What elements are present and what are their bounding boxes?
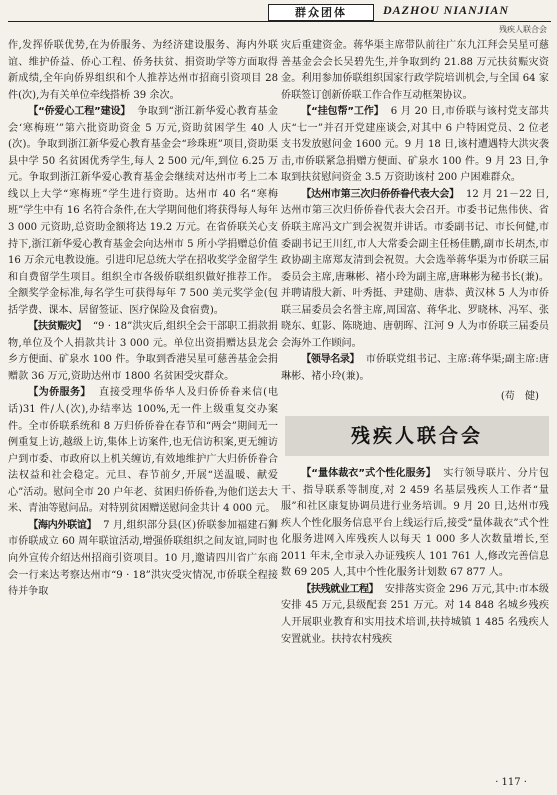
paragraph — [8, 385, 278, 517]
page-number: · 117 · — [495, 777, 527, 788]
entry-body: 直接受理华侨华人及归侨侨眷来信(电话)31 件/人(次),办结率达 100%,无一件上级重复交办案件。全市侨联系统和 8 万归侨侨眷在春节和“两会”期间无一例重复上访,越级上访,集体上访案件,也无信访积案,更无缠访户到市委、市政府以上机关缠访,有效地维护广大归侨侨眷合法权益和社会稳定。元旦、春节前夕,开展“送温暖、献爱心”活动。慰问全市 20 户年老、贫困归侨侨眷,为他们送去大米、青油等慰问品。对特别贫困赠送慰问金共计 4 000 元。 — [8, 387, 278, 515]
page-header — [0, 0, 557, 34]
entry-body: 12 月 21－22 日,达州市第三次归侨侨眷代表大会召开。市委书记焦伟侠、省侨联主席冯文广到会祝贺并讲话。市委副书记、市长何健,市委副书记王川红,市人大常委会副主任杨佳鹏,副市长胡杰,市政协副主席郑友清到会祝贺。大会选举蒋华渠为市侨联三届委员会主席,唐琳彬、褚小玲为副主席,唐琳彬为秘书长(兼)。并聘请殷大新、叶秀挺、尹建勋、唐恭、黄汉林 5 人为市侨联三届委员会名誉主席,周国富、蒋华北、罗晓林、冯军、张晓东、虹影、陈晓迪、唐朝晖、江河 9 人为市侨联三届委员会海外工作顾问。 — [281, 188, 549, 349]
entry-heading: 【海内外联谊】 — [28, 519, 97, 531]
entry-heading: 【“侨爱心工程”建设】 — [28, 106, 131, 118]
entry-heading: 【“挂包帮”工作】 — [301, 106, 384, 118]
entry-heading: 【为侨服务】 — [28, 387, 91, 399]
entry-body: 争取到“浙江新华爱心教育基金会‘寒梅班’”第六批资助资金 5 万元,资助贫困学生 40 人(次)。争取到浙江新华爱心教育基金会“珍珠班”项目,资助渠县中学 50 名贫困优秀学生,每人 2 500 元/年,到位 6.25 万元。争取到浙江新华爱心教育基金会继续对达州市考上二本线以上大学“寒梅班”学生进行资助。达州市 40 名“寒梅班”学生中有 16 名符合条件,在大学期间他们将获得每人每年 3 000 元资助,总资助金额将达 19.2 万元。在省侨联关心支持下,浙江新华爱心教育基金会向达州市 5 所小学捐赠总价值 16 万余元电教设施。引进印尼总统大学在招收奖学金留学生和自费留学生项目。组织全市各级侨联组织做好推荐工作。全额奖学金标准,每名学生可获得每年 7 500 美元奖学金(包括学费、课本、居留签证、医疗保险及食宿费)。 — [8, 106, 278, 316]
entry-body: 实行领导联片、分片包干、指导联系等制度,对 2 459 名基层残疾人工作者“量服”和社区康复协调员进行业务培训。9 月 20 日,达州市残疾人个性化服务信息平台上线运行后,接受“量体裁衣”式个性化服务进网入库残疾人以每天 1 000 多人次数量增长,至 2011 年末,全市录入办证残疾人 101 761 人,修改完善信息数 69 205 人,其中个性化服务计划数 67 877 人。 — [281, 468, 549, 579]
entry-body: 7 月,组织部分县(区)侨联参加福建石狮市侨联成立 60 周年联谊活动,增强侨联组织之间友谊,同时也向外宣传介绍达州招商引资项目。10 月,邀请四川省广东商会一行来达考察达州市“9 · 18”洪灾受灾情况,市侨联全程接待并争取 — [8, 519, 278, 598]
paragraph — [281, 104, 549, 187]
paragraph — [8, 104, 278, 319]
paragraph — [281, 187, 549, 352]
entry-body: 市侨联党组书记、主席:蒋华渠;副主席:唐琳彬、褚小玲(兼)。 — [281, 354, 549, 382]
section-banner: 残疾人联合会 — [285, 416, 549, 456]
paragraph — [281, 466, 549, 582]
entry-heading: 【达州市第三次归侨侨眷代表大会】 — [301, 188, 460, 200]
paragraph: 作,发挥侨联优势,在为侨服务、为经济建设服务、海内外联谊、维护侨益、侨心工程、侨务扶贫、捐资助学等方面取得新成绩,全年向侨界组织和个人推荐达州市招商引资项目 28 件(次),为有关单位牵线搭桥 39 余次。 — [8, 40, 278, 101]
running-subheading: 残疾人联合会 — [499, 25, 547, 34]
entry-heading: 【扶残就业工程】 — [301, 583, 379, 595]
entry-body: “9 · 18”洪灾后,组织全会干部职工捐款捐物,单位及个人捐款共计 3 000 元。单位出资捐赠达县龙会乡方便面、矿泉水 100 件。争取到香港吴星可慈善基金会捐赠款 36 万元,资助达州市 1800 名贫困受灾群众。 — [8, 321, 278, 382]
paragraph — [281, 352, 549, 385]
paragraph — [281, 582, 549, 648]
author-signature: (苟 健) — [500, 391, 539, 403]
paragraph: 灾后重建资金。蒋华渠主席带队前往广东九江拜会吴星可慈善基金会会长吴碧先生,并争取到约 21.88 万元扶贫赈灾资金。利用参加侨联组织国家行政学院培训机会,与全国 64 家侨联签订创新侨联工作合作互动框架协议。 — [281, 40, 549, 101]
journal-name: DAZHOU NIANJIAN — [383, 3, 510, 17]
right-column — [281, 38, 549, 773]
entry-body: 6 月 20 日,市侨联与该村党支部共庆“七一”并召开党建座谈会,对其中 6 户特困党员、2 位老支书发放慰问金 1600 元。9 月 18 日,该村遭遇特大洪灾袭击,市侨联紧急捐赠方便面、矿泉水 100 件。9 月 23 日,争取到扶贫慰问资金 3.5 万资助该村 200 户困难群众。 — [281, 106, 549, 184]
entry-heading: 【扶贫赈灾】 — [28, 321, 87, 333]
left-column — [8, 38, 278, 773]
paragraph — [8, 319, 278, 385]
entry-body: 安排落实资金 296 万元,其中:市本级安排 45 万元,县级配套 251 万元。对 14 848 名城乡残疾人开展职业教育和实用技术培训,扶持城镇 1 485 名残疾人安置就业。扶持农村残疾 — [281, 583, 549, 645]
paragraph — [8, 518, 278, 601]
section-tab: 群众团体 — [268, 4, 374, 21]
entry-heading: 【领导名录】 — [301, 354, 360, 366]
header-rule — [8, 21, 551, 22]
entry-heading: 【“量体裁衣”式个性化服务】 — [301, 468, 436, 480]
